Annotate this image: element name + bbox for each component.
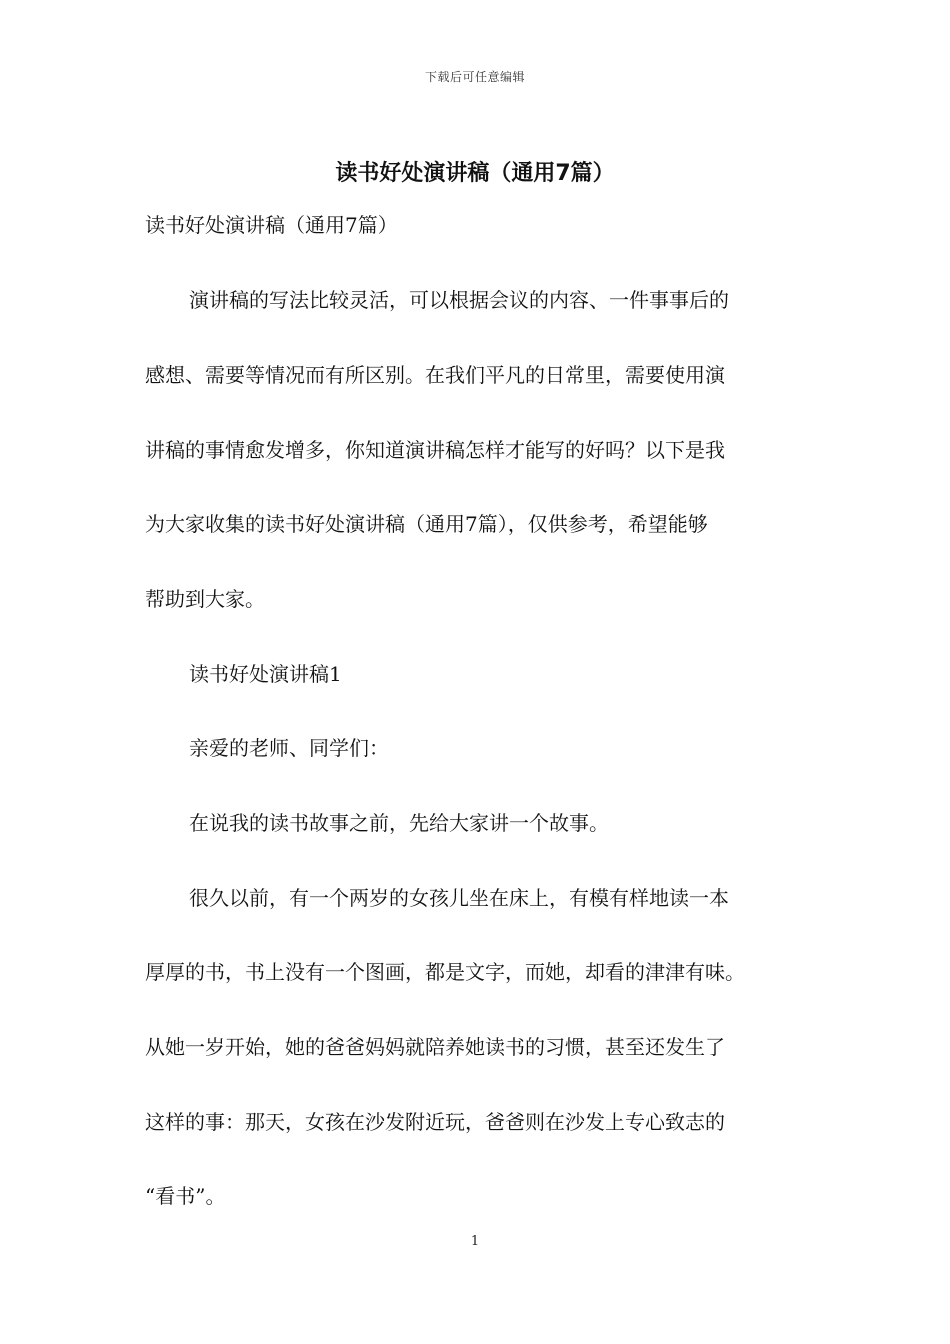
story-line-5: “看书”。 [145, 1184, 226, 1208]
intro-line-2: 感想、需要等情况而有所区别。在我们平凡的日常里，需要使用演 [145, 363, 725, 387]
section-heading: 读书好处演讲稿1 [189, 662, 342, 686]
story-line-3: 从她一岁开始，她的爸爸妈妈就陪养她读书的习惯，甚至还发生了 [145, 1035, 725, 1059]
intro-line-4: 为大家收集的读书好处演讲稿（通用7篇），仅供参考，希望能够 [145, 512, 708, 536]
page-number: 1 [470, 1234, 480, 1249]
intro-line-5: 帮助到大家。 [145, 587, 265, 611]
paragraph-1: 在说我的读书故事之前，先给大家讲一个故事。 [189, 811, 609, 835]
intro-line-3: 讲稿的事情愈发增多，你知道演讲稿怎样才能写的好吗？以下是我 [145, 438, 725, 462]
intro-line-1: 演讲稿的写法比较灵活，可以根据会议的内容、一件事事后的 [189, 288, 729, 312]
greeting-line: 亲爱的老师、同学们： [189, 736, 389, 760]
document-title: 读书好处演讲稿（通用7篇） [335, 161, 615, 186]
story-line-4: 这样的事：那天，女孩在沙发附近玩，爸爸则在沙发上专心致志的 [145, 1110, 725, 1134]
page-header: 下载后可任意编辑 [424, 70, 525, 84]
story-line-2: 厚厚的书，书上没有一个图画，都是文字，而她，却看的津津有味。 [145, 960, 745, 984]
subtitle-line: 读书好处演讲稿（通用7篇） [145, 213, 398, 237]
story-line-1: 很久以前，有一个两岁的女孩儿坐在床上，有模有样地读一本 [189, 886, 729, 910]
